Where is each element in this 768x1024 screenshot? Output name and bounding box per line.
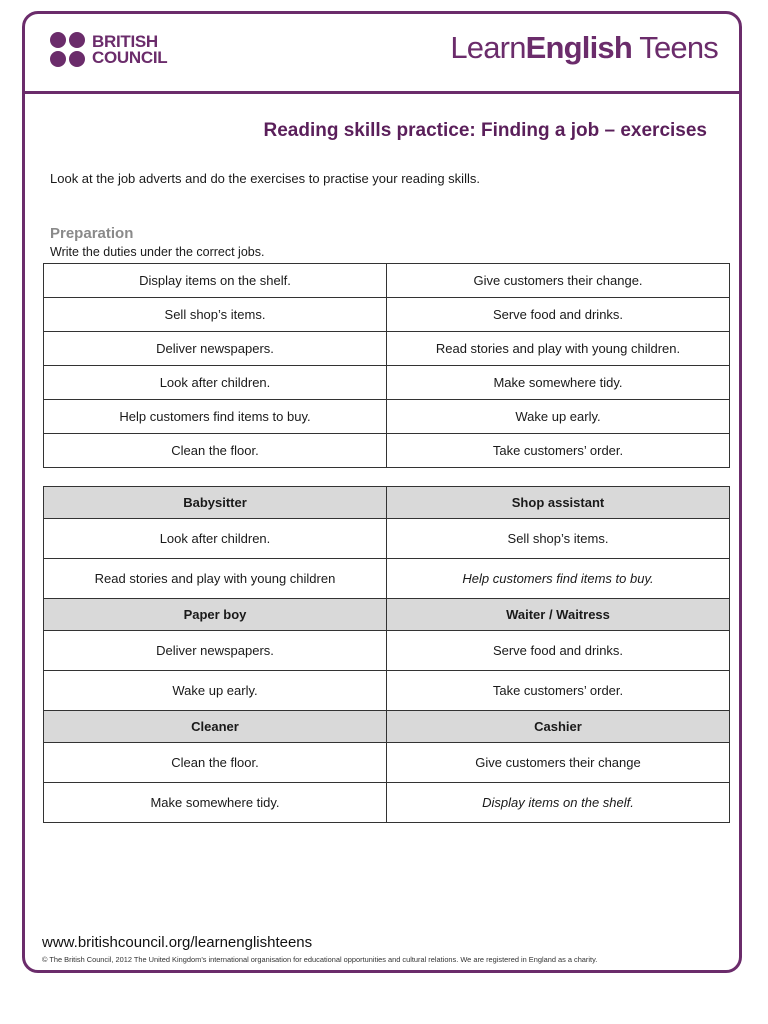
duty-cell: Read stories and play with young children.: [387, 332, 730, 366]
page-title: Reading skills practice: Finding a job – exercises: [263, 120, 707, 141]
footer-url-link[interactable]: www.britishcouncil.org/learnenglishteens: [42, 934, 313, 951]
table-row: [44, 519, 730, 559]
job-title-cell: Paper boy: [44, 599, 387, 631]
answer-cell: Give customers their change: [387, 743, 730, 783]
answer-cell: Make somewhere tidy.: [44, 783, 387, 823]
table-row: [44, 783, 730, 823]
duty-cell: Deliver newspapers.: [44, 332, 387, 366]
answer-cell: Look after children.: [44, 519, 387, 559]
logo-line-1: BRITISH: [92, 31, 158, 51]
job-header-row: [44, 599, 730, 631]
header-divider: [22, 91, 742, 94]
british-council-logo: [50, 32, 167, 67]
answer-cell: Help customers find items to buy.: [387, 559, 730, 599]
jobs-table: [43, 486, 730, 823]
table-row: [44, 743, 730, 783]
preparation-instruction: Write the duties under the correct jobs.: [50, 245, 265, 259]
job-title-cell: Waiter / Waitress: [387, 599, 730, 631]
answer-cell: Wake up early.: [44, 671, 387, 711]
table-row: [44, 366, 730, 400]
job-header-row: [44, 711, 730, 743]
answer-cell: Display items on the shelf.: [387, 783, 730, 823]
logo-learn: Learn: [450, 30, 526, 65]
job-title-cell: Babysitter: [44, 487, 387, 519]
table-row: [44, 400, 730, 434]
job-title-cell: Cleaner: [44, 711, 387, 743]
duty-cell: Help customers find items to buy.: [44, 400, 387, 434]
answer-cell: Deliver newspapers.: [44, 631, 387, 671]
duties-table: [43, 263, 730, 468]
answer-cell: Take customers’ order.: [387, 671, 730, 711]
table-row: [44, 264, 730, 298]
duty-cell: Display items on the shelf.: [44, 264, 387, 298]
answer-cell: Read stories and play with young children: [44, 559, 387, 599]
duty-cell: Sell shop’s items.: [44, 298, 387, 332]
duty-cell: Give customers their change.: [387, 264, 730, 298]
duty-cell: Take customers’ order.: [387, 434, 730, 468]
job-title-cell: Cashier: [387, 711, 730, 743]
logo-line-2: COUNCIL: [92, 47, 168, 67]
footer-copyright: © The British Council, 2012 The United Kingdom’s international organisation for educational opportunities and cultural relations. We are registered in England as a charity.: [42, 955, 598, 964]
table-row: [44, 298, 730, 332]
duty-cell: Look after children.: [44, 366, 387, 400]
job-title-cell: Shop assistant: [387, 487, 730, 519]
duty-cell: Clean the floor.: [44, 434, 387, 468]
answer-cell: Sell shop’s items.: [387, 519, 730, 559]
table-row: [44, 671, 730, 711]
job-header-row: [44, 487, 730, 519]
duty-cell: Make somewhere tidy.: [387, 366, 730, 400]
preparation-heading: Preparation: [50, 225, 134, 242]
table-row: [44, 434, 730, 468]
duty-cell: Wake up early.: [387, 400, 730, 434]
table-row: [44, 631, 730, 671]
duty-cell: Serve food and drinks.: [387, 298, 730, 332]
british-council-dots-icon: [50, 32, 85, 67]
table-row: [44, 559, 730, 599]
logo-english: English: [525, 30, 633, 65]
answer-cell: Serve food and drinks.: [387, 631, 730, 671]
table-row: [44, 332, 730, 366]
intro-text: Look at the job adverts and do the exercises to practise your reading skills.: [50, 171, 480, 186]
logo-teens: Teens: [632, 30, 718, 65]
learnenglish-teens-logo: [450, 30, 718, 66]
answer-cell: Clean the floor.: [44, 743, 387, 783]
